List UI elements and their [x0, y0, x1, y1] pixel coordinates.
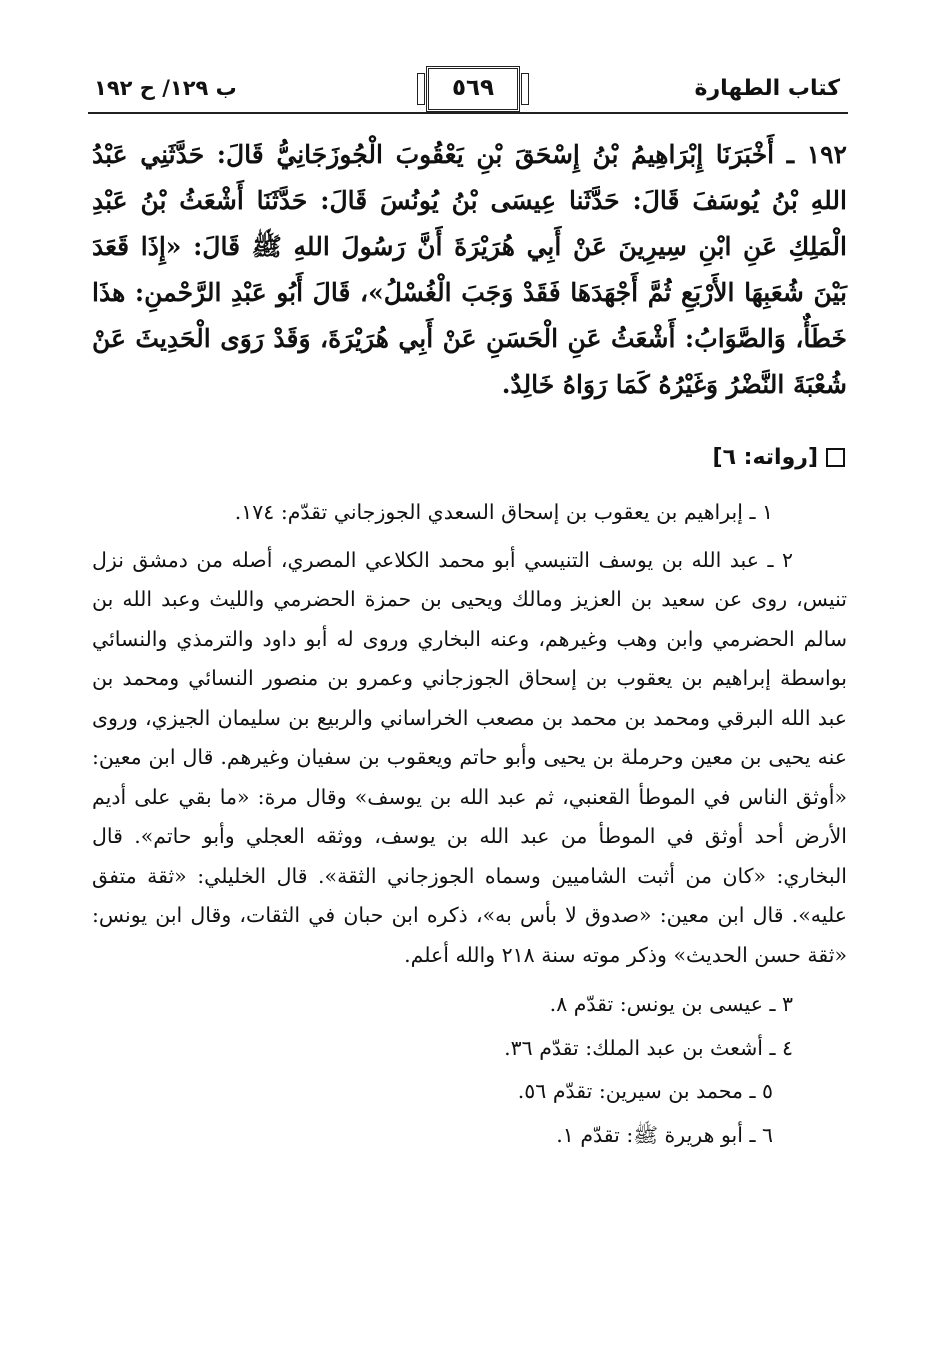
page-header: [88, 62, 848, 118]
narrator-item: ١ ـ إبراهيم بن يعقوب بن إسحاق السعدي الجوزجاني تقدّم: ١٧٤.: [234, 500, 773, 524]
hadith-text: ١٩٢ ـ أَخْبَرَنَا إِبْرَاهِيمُ بْنُ إِسْحَقَ بْنِ يَعْقُوبَ الْجُوزَجَانِيُّ قَالَ: حَدَّثَنِي عَبْدُ اللهِ بْنُ يُوسَفَ قَالَ: حَدَّثَنا عِيسَى بْنُ يُونُسَ قَالَ: حَدَّثَنَا أَشْعَثُ بْنُ عَبْدِ الْمَلِكِ عَنِ ابْنِ سِيرِينَ عَنْ أَبِي هُرَيْرَةَ أَنَّ رَسُولَ اللهِ ﷺ قَالَ: «إِذَا قَعَدَ بَيْنَ شُعَبِهَا الأَرْبَعِ ثُمَّ أَجْهَدَهَا فَقَدْ وَجَبَ الْغُسْلُ»، قَالَ أَبُو عَبْدِ الرَّحْمنِ: هذَا خَطَأٌ، وَالصَّوَابُ: أَشْعَثُ عَنِ الْحَسَنِ عَنْ أَبِي هُرَيْرَةَ، وَقَدْ رَوَى الْحَدِيثَ عَنْ شُعْبَةَ النَّضْرُ وَغَيْرُهُ كَمَا رَوَاهُ خَالِدٌ.: [92, 140, 847, 399]
narrators-heading-label: [رواته: ٦]: [712, 445, 818, 470]
chapter-reference: ب ١٢٩/ ح ١٩٢: [94, 76, 237, 100]
narrators-heading: [713, 445, 846, 470]
narrator-item: ٥ ـ محمد بن سيرين: تقدّم ٥٦.: [517, 1079, 773, 1103]
narrators-list: [92, 493, 847, 1157]
page-number: ٥٦٩: [426, 66, 520, 112]
narrator-item: ٤ ـ أشعث بن عبد الملك: تقدّم ٣٦.: [504, 1035, 793, 1060]
header-rule: [88, 112, 848, 114]
narrator-item: ٣ ـ عيسى بن يونس: تقدّم ٨.: [549, 992, 793, 1016]
square-icon: [826, 448, 845, 467]
book-title: كتاب الطهارة: [694, 76, 840, 101]
narrator-item: ٢ ـ عبد الله بن يوسف التنيسي أبو محمد الكلاعي المصري، أصله من دمشق نزل تنيس، روى عن سعيد بن العزيز ومالك ويحيى بن حمزة الحضرمي والليث وعبد الله بن سالم الحضرمي وابن وهب وغيرهم، وعنه البخاري وروى له أبو داود والترمذي والنسائي بواسطة إبراهيم بن يعقوب بن إسحاق الجوزجاني وعمرو بن منصور النسائي ومحمد بن عبد الله البرقي ومحمد بن محمد بن مصعب الخراساني والربيع بن سليمان الجيزي، وروى عنه يحيى بن معين وحرملة بن يحيى وأبو حاتم ويعقوب بن سفيان وغيرهم. قال ابن معين: «أوثق الناس في الموطأ القعنبي، ثم عبد الله بن يوسف» وقال مرة: «ما بقي على أديم الأرض أحد أوثق في الموطأ من عبد الله بن يوسف، ووثقه العجلي وأبو حاتم». قال البخاري: «كان من أثبت الشاميين وسماه الجوزجاني الثقة». قال الخليلي: «ثقة متفق عليه». قال ابن معين: «صدوق لا بأس به»، ذكره ابن حبان في الثقات، وقال ابن يونس: «ثقة حسن الحديث» وذكر موته سنة ٢١٨ والله أعلم.: [92, 547, 847, 967]
narrator-item: ٦ ـ أبو هريرة ﷺ: تقدّم ١.: [556, 1122, 773, 1147]
